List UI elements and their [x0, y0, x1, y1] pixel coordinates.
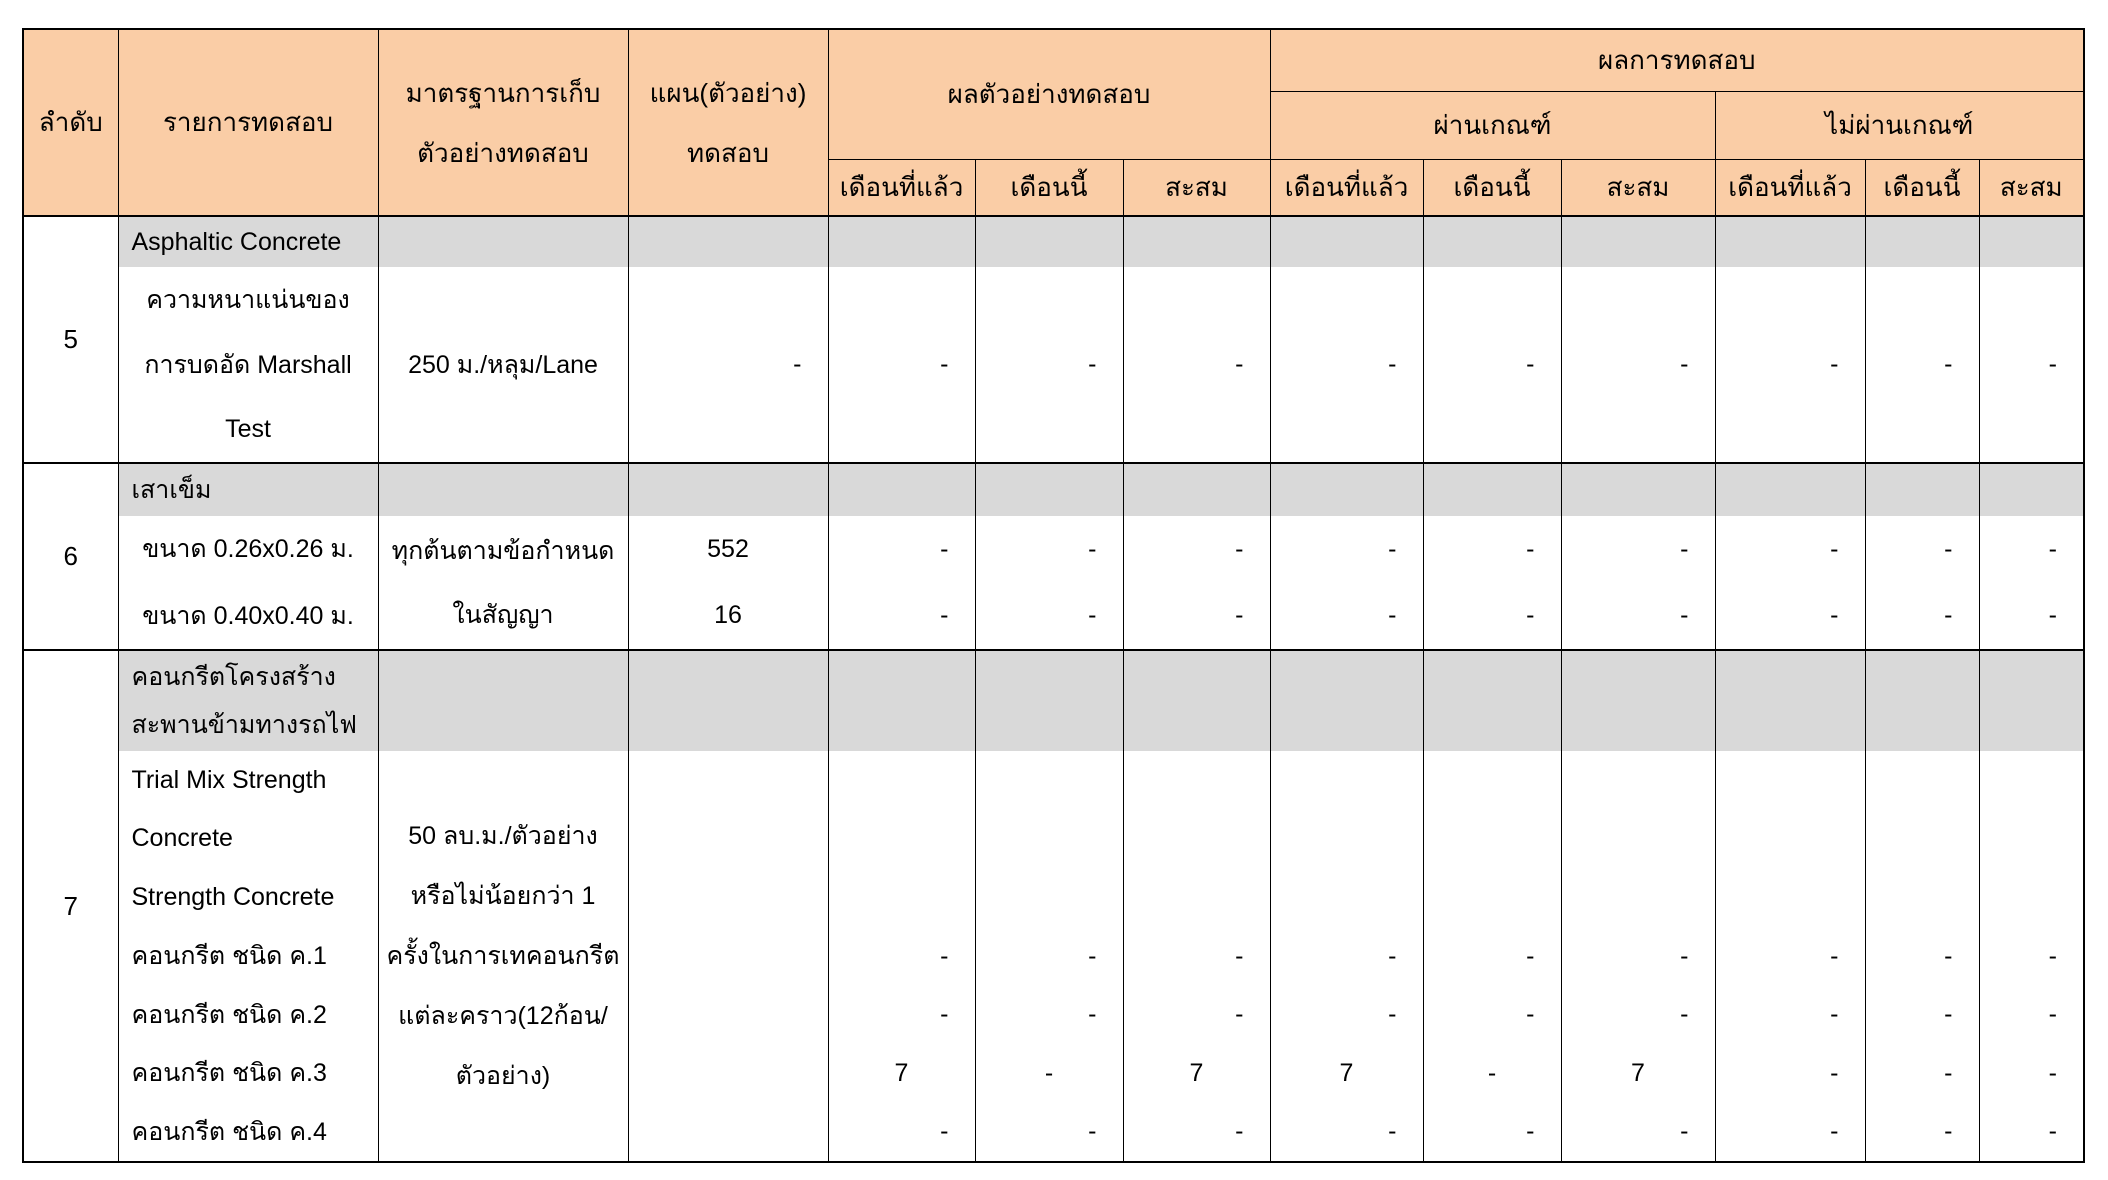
value: [1866, 810, 1979, 869]
value: -: [1680, 534, 1689, 563]
value: -: [1235, 534, 1244, 563]
col-header-no: ลำดับ: [23, 29, 118, 216]
value: 7: [894, 1058, 909, 1087]
standard-text: 50 ลบ.ม./ตัวอย่าง หรือไม่น้อยกว่า 1 ครั้งในการเทคอนกรีต แต่ละคราว(12ก้อน/ ตัวอย่าง): [386, 822, 620, 1090]
item-line: คอนกรีต ชนิด ค.2: [131, 1000, 327, 1029]
value: -: [1388, 534, 1397, 563]
value: -: [1526, 534, 1535, 563]
col-header-pass-last: เดือนที่แล้ว: [1270, 159, 1423, 216]
fail-cum-cell: [1979, 216, 2084, 463]
sample-cum-cell: [1123, 463, 1270, 650]
value: -: [1526, 941, 1535, 970]
value: [1980, 751, 2084, 810]
group-header-pass: ผ่านเกณฑ์: [1270, 91, 1715, 159]
item-line: ขนาด 0.40x0.40 ม.: [142, 601, 354, 630]
col-header-fail-last: เดือนที่แล้ว: [1715, 159, 1865, 216]
value: [1424, 868, 1561, 927]
band: [1716, 217, 1865, 267]
value: -: [1235, 1117, 1244, 1146]
band: [379, 217, 628, 267]
value: -: [1830, 1000, 1839, 1029]
plan-cell: [628, 650, 828, 1162]
value: -: [1830, 601, 1839, 630]
header-row-1: [23, 29, 2084, 91]
band: [1124, 651, 1270, 751]
value: -: [1235, 1000, 1244, 1029]
item-line: Test: [225, 415, 271, 443]
value: -: [1830, 941, 1839, 970]
value: -: [1235, 350, 1244, 378]
fail-this-cell: [1865, 463, 1979, 650]
value: -: [1526, 1117, 1535, 1146]
pass-last-cell: [1270, 650, 1423, 1162]
value: -: [1680, 601, 1689, 630]
value: -: [793, 350, 802, 378]
value: [1562, 868, 1715, 927]
band: [379, 464, 628, 516]
group-header-sample-results: ผลตัวอย่างทดสอบ: [828, 29, 1270, 159]
value: -: [1235, 601, 1244, 630]
table-header: [23, 29, 2084, 216]
standard-text: 250 ม./หลุม/Lane: [408, 350, 598, 379]
item-line: ขนาด 0.26x0.26 ม.: [142, 535, 354, 564]
plan-cell: [628, 463, 828, 650]
band: [829, 651, 975, 751]
value: -: [1830, 534, 1839, 563]
table-row-block-5: [23, 216, 2084, 463]
value: [1716, 868, 1865, 927]
sample-last-cell: [828, 216, 975, 463]
value: -: [1388, 601, 1397, 630]
value: [1980, 868, 2084, 927]
value: -: [2048, 601, 2057, 630]
value: 7: [1631, 1058, 1645, 1087]
col-header-pass-this: เดือนนี้: [1423, 159, 1561, 216]
pass-cum-cell: [1561, 216, 1715, 463]
value: [629, 751, 828, 1161]
standard-cell: [378, 650, 628, 1162]
standard-cell: [378, 463, 628, 650]
standard-cell: [378, 216, 628, 463]
band: [1716, 464, 1865, 516]
col-header-pass-cum: สะสม: [1561, 159, 1715, 216]
band: [629, 464, 828, 516]
band: [829, 217, 975, 267]
value: [976, 810, 1123, 869]
sample-last-cell: [828, 650, 975, 1162]
band: [1562, 217, 1715, 267]
col-header-standard-line1: มาตรฐานการเก็บ: [405, 77, 601, 108]
value: [1271, 751, 1423, 810]
pass-last-cell: [1270, 463, 1423, 650]
pass-last-cell: [1270, 216, 1423, 463]
item-line: ความหนาแน่นของ: [146, 285, 350, 314]
fail-this-cell: [1865, 216, 1979, 463]
no-cell: 6: [23, 463, 118, 650]
band: [1980, 651, 2084, 751]
plan-cell: [628, 216, 828, 463]
band: [1562, 464, 1715, 516]
band: [829, 464, 975, 516]
col-header-sample-this: เดือนนี้: [975, 159, 1123, 216]
pass-cum-cell: [1561, 463, 1715, 650]
band: [1424, 651, 1561, 751]
band: [1980, 217, 2084, 267]
band: [976, 464, 1123, 516]
value: [1124, 868, 1270, 927]
sample-this-cell: [975, 216, 1123, 463]
value: 7: [1339, 1058, 1354, 1087]
fail-last-cell: [1715, 216, 1865, 463]
band: [1562, 651, 1715, 751]
value: -: [2048, 350, 2057, 378]
value: -: [1088, 1117, 1097, 1146]
value: [1424, 810, 1561, 869]
item-line: Trial Mix Strength: [131, 765, 327, 794]
value: [976, 868, 1123, 927]
item-line: การบดอัด Marshall: [144, 350, 352, 379]
no-cell: 5: [23, 216, 118, 463]
col-header-standard-line2: ตัวอย่างทดสอบ: [417, 137, 589, 168]
pass-this-cell: [1423, 216, 1561, 463]
band: [976, 217, 1123, 267]
value: -: [2048, 941, 2057, 970]
sample-cum-cell: [1123, 216, 1270, 463]
value: -: [1088, 350, 1097, 378]
value: [1271, 868, 1423, 927]
table-row-block-6: [23, 463, 2084, 650]
value: [1271, 810, 1423, 869]
band: [976, 651, 1123, 751]
band: [629, 651, 828, 751]
band: [1424, 464, 1561, 516]
pass-cum-cell: [1561, 650, 1715, 1162]
fail-this-cell: [1865, 650, 1979, 1162]
value: -: [1680, 350, 1689, 378]
value: -: [1944, 1058, 1953, 1087]
value: -: [1944, 1000, 1953, 1029]
value: -: [1388, 1117, 1397, 1146]
value: -: [1680, 1000, 1689, 1029]
category-line: คอนกรีตโครงสร้าง: [131, 663, 336, 691]
value: -: [1388, 350, 1397, 378]
fail-last-cell: [1715, 463, 1865, 650]
sample-last-cell: [828, 463, 975, 650]
pass-this-cell: [1423, 650, 1561, 1162]
value: -: [2048, 534, 2057, 563]
value: -: [1044, 1058, 1054, 1087]
value: -: [1088, 601, 1097, 630]
value: -: [1830, 1058, 1839, 1087]
value: -: [1526, 350, 1535, 378]
value: [1562, 751, 1715, 810]
col-header-plan-line1: แผน(ตัวอย่าง): [649, 77, 807, 108]
value: -: [1487, 1058, 1497, 1087]
item-cell: [118, 216, 378, 463]
value: -: [1526, 1000, 1535, 1029]
value: [1562, 810, 1715, 869]
no-cell: 7: [23, 650, 118, 1162]
value: -: [1088, 534, 1097, 563]
category-line: สะพานข้ามทางรถไฟ: [131, 711, 357, 739]
group-header-fail: ไม่ผ่านเกณฑ์: [1715, 91, 2084, 159]
material-test-summary-table: [22, 28, 2085, 1163]
table-row-block-7: [23, 650, 2084, 1162]
fail-cum-cell: [1979, 463, 2084, 650]
band: [379, 651, 628, 751]
value: [1124, 751, 1270, 810]
col-header-item: รายการทดสอบ: [118, 29, 378, 216]
value: -: [1680, 1117, 1689, 1146]
item-cell: [118, 650, 378, 1162]
value: [976, 751, 1123, 810]
band: [1271, 217, 1423, 267]
band: [1124, 217, 1270, 267]
standard-text: ทุกต้นตามข้อกำหนด ในสัญญา: [391, 536, 615, 629]
band: [629, 217, 828, 267]
value: 16: [714, 601, 742, 630]
item-line: Concrete: [131, 824, 233, 853]
value: [1124, 810, 1270, 869]
band: [1716, 651, 1865, 751]
value: -: [1830, 350, 1839, 378]
band: [1271, 651, 1423, 751]
item-line: คอนกรีต ชนิด ค.3: [131, 1059, 327, 1088]
col-header-plan-line2: ทดสอบ: [686, 137, 769, 168]
category-band: Asphaltic Concrete: [119, 217, 378, 267]
col-header-fail-cum: สะสม: [1979, 159, 2084, 216]
value: -: [1944, 1117, 1953, 1146]
value: -: [1235, 941, 1244, 970]
fail-last-cell: [1715, 650, 1865, 1162]
value: -: [1526, 601, 1535, 630]
band: [1424, 217, 1561, 267]
value: -: [1944, 941, 1953, 970]
value: -: [1944, 534, 1953, 563]
value: [829, 868, 975, 927]
band: [1866, 217, 1979, 267]
value: -: [940, 941, 949, 970]
value: -: [940, 1000, 949, 1029]
sample-this-cell: [975, 650, 1123, 1162]
col-header-plan: [628, 29, 828, 216]
sample-cum-cell: [1123, 650, 1270, 1162]
sample-this-cell: [975, 463, 1123, 650]
col-header-sample-last: เดือนที่แล้ว: [828, 159, 975, 216]
band: [1271, 464, 1423, 516]
value: -: [940, 1117, 949, 1146]
value: -: [1088, 941, 1097, 970]
value: [1424, 751, 1561, 810]
col-header-sample-cum: สะสม: [1123, 159, 1270, 216]
item-line: Strength Concrete: [131, 882, 335, 911]
value: [829, 751, 975, 810]
value: 552: [707, 534, 749, 563]
item-line: คอนกรีต ชนิด ค.4: [131, 1117, 327, 1146]
category-band: เสาเข็ม: [119, 464, 378, 516]
value: [1716, 810, 1865, 869]
fail-cum-cell: [1979, 650, 2084, 1162]
value: [1866, 751, 1979, 810]
band: [1866, 464, 1979, 516]
group-header-test-results: ผลการทดสอบ: [1270, 29, 2084, 91]
category-band: [119, 651, 378, 751]
col-header-fail-this: เดือนนี้: [1865, 159, 1979, 216]
value: [829, 810, 975, 869]
band: [1866, 651, 1979, 751]
value: [1980, 810, 2084, 869]
value: -: [1088, 1000, 1097, 1029]
item-line: คอนกรีต ชนิด ค.1: [131, 942, 327, 971]
value: -: [940, 601, 949, 630]
band: [1980, 464, 2084, 516]
value: -: [1388, 1000, 1397, 1029]
band: [1124, 464, 1270, 516]
col-header-standard: [378, 29, 628, 216]
item-cell: [118, 463, 378, 650]
value: 7: [1189, 1058, 1204, 1087]
value: -: [1830, 1117, 1839, 1146]
value: -: [1944, 350, 1953, 378]
value: -: [1944, 601, 1953, 630]
value: -: [2048, 1000, 2057, 1029]
value: -: [940, 534, 949, 563]
value: -: [1388, 941, 1397, 970]
value: -: [940, 350, 949, 378]
value: -: [1680, 941, 1689, 970]
value: -: [2048, 1058, 2057, 1087]
value: [1866, 868, 1979, 927]
pass-this-cell: [1423, 463, 1561, 650]
value: [1716, 751, 1865, 810]
value: -: [2048, 1117, 2057, 1146]
